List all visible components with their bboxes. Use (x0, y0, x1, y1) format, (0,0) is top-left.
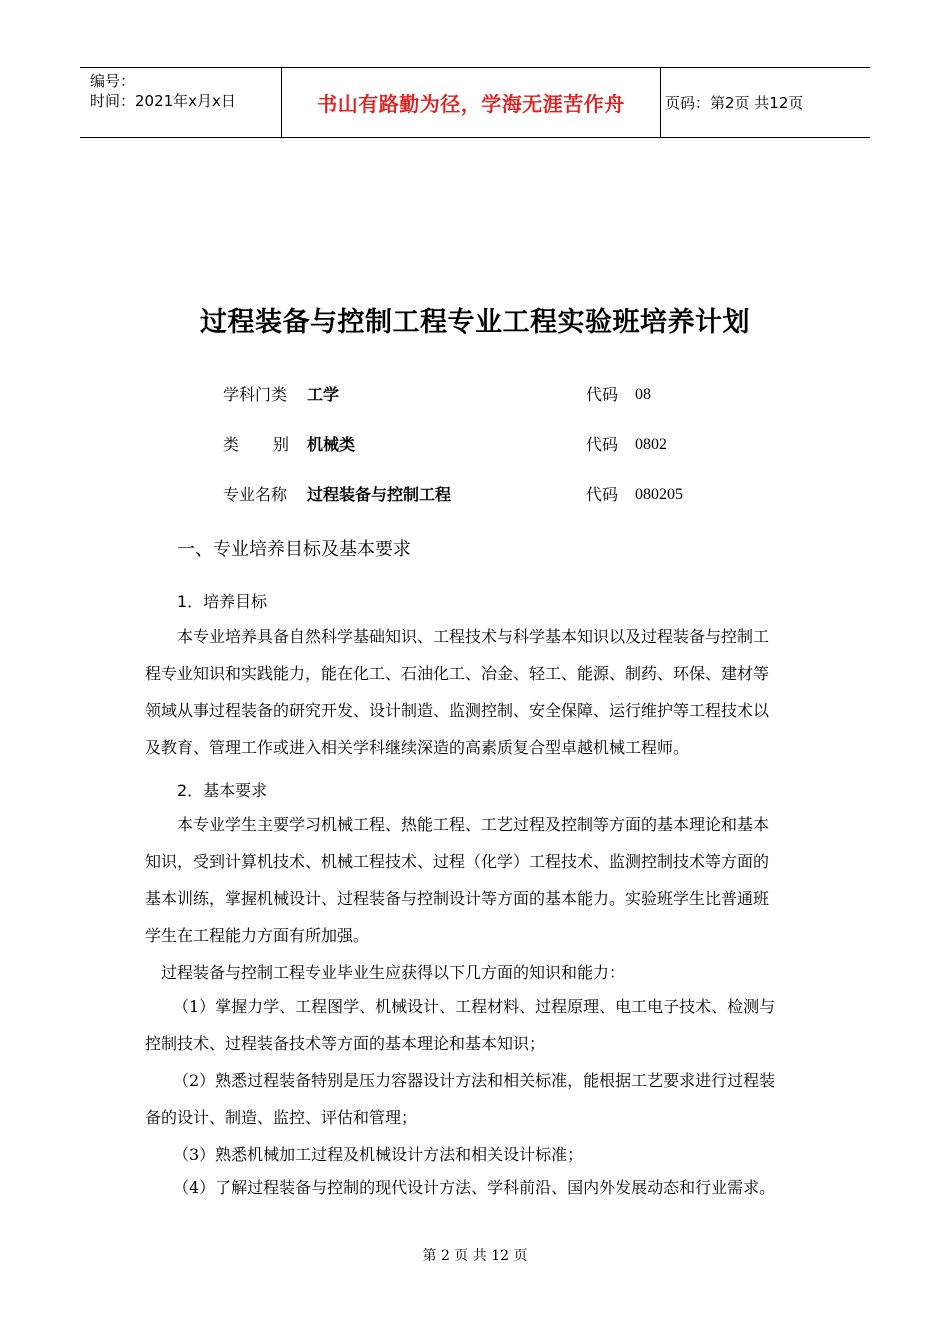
meta-value: 机械类 (307, 435, 356, 454)
page-footer: 第 2 页 共 12 页 (422, 1248, 528, 1264)
paragraph-requirements (145, 806, 810, 954)
meta-label-part: 别 (272, 435, 289, 454)
text-line: （3）熟悉机械加工过程及机械设计方法和相关设计标准； (173, 1145, 584, 1164)
text-line: 学生在工程能力方面有所加强。 (145, 926, 370, 945)
text-line: 程专业知识和实践能力，能在化工、石油化工、冶金、轻工、能源、制药、环保、建材等 (145, 664, 770, 683)
text-line: 领域从事过程装备的研究开发、设计制造、监测控制、安全保障、运行维护等工程技术以 (145, 701, 770, 720)
text-line: 控制技术、过程装备技术等方面的基本理论和基本知识； (145, 1034, 546, 1053)
date-label: 时间：2021年x月x日 (90, 92, 236, 110)
list-item (145, 988, 810, 1062)
number-label: 编号： (90, 72, 136, 90)
meta-row-discipline (223, 384, 783, 406)
list-item (145, 1169, 810, 1206)
text-line: 及教育、管理工作或进入相关学科继续深造的高素质复合型卓越机械工程师。 (145, 738, 690, 757)
header-left-cell (80, 68, 281, 137)
text-line: （1）掌握力学、工程图学、机械设计、工程材料、过程原理、电工电子技术、检测与 (173, 997, 776, 1016)
meta-row-category (223, 434, 783, 456)
text-line: 本专业培养具备自然科学基础知识、工程技术与科学基本知识以及过程装备与控制工 (177, 627, 770, 646)
meta-code-label: 代码 (586, 485, 619, 504)
text-line: 本专业学生主要学习机械工程、热能工程、工艺过程及控制等方面的基本理论和基本 (177, 815, 770, 834)
meta-value: 工学 (307, 385, 340, 404)
paragraph-goals (145, 618, 810, 766)
section-heading: 一、专业培养目标及基本要求 (177, 539, 411, 560)
meta-code-label: 代码 (586, 435, 619, 454)
meta-code-value: 0802 (635, 436, 667, 453)
meta-code-label: 代码 (586, 385, 619, 404)
subsection-heading: 2．基本要求 (177, 781, 268, 800)
motto: 书山有路勤为径，学海无涯苦作舟 (317, 92, 625, 116)
page-label: 页码：第2页 共12页 (665, 94, 804, 112)
meta-value: 过程装备与控制工程 (307, 485, 452, 504)
meta-label-part: 类 (223, 435, 240, 454)
list-item (145, 1136, 810, 1173)
meta-code-value: 08 (635, 386, 651, 403)
text-line: （2）熟悉过程装备特别是压力容器设计方法和相关标准，能根据工艺要求进行过程装 (173, 1071, 776, 1090)
text-line: 过程装备与控制工程专业毕业生应获得以下几方面的知识和能力： (161, 963, 626, 982)
list-item (145, 1062, 810, 1136)
text-line: 知识，受到计算机技术、机械工程技术、过程（化学）工程技术、监测控制技术等方面的 (145, 852, 770, 871)
meta-label (223, 434, 289, 456)
document-title: 过程装备与控制工程专业工程实验班培养计划 (200, 307, 750, 338)
text-line: 基本训练，掌握机械设计、过程装备与控制设计等方面的基本能力。实验班学生比普通班 (145, 889, 770, 908)
text-line: 备的设计、制造、监控、评估和管理； (145, 1108, 418, 1127)
page-header (80, 67, 870, 138)
text-line: （4）了解过程装备与控制的现代设计方法、学科前沿、国内外发展动态和行业需求。 (173, 1178, 776, 1197)
paragraph-intro (145, 954, 810, 991)
header-motto-cell (281, 68, 661, 137)
header-page-cell (661, 68, 870, 137)
meta-row-major (223, 484, 783, 506)
meta-code-value: 080205 (635, 486, 683, 503)
meta-label: 学科门类 (223, 385, 288, 404)
meta-label: 专业名称 (223, 485, 288, 504)
subsection-heading: 1．培养目标 (177, 592, 268, 611)
